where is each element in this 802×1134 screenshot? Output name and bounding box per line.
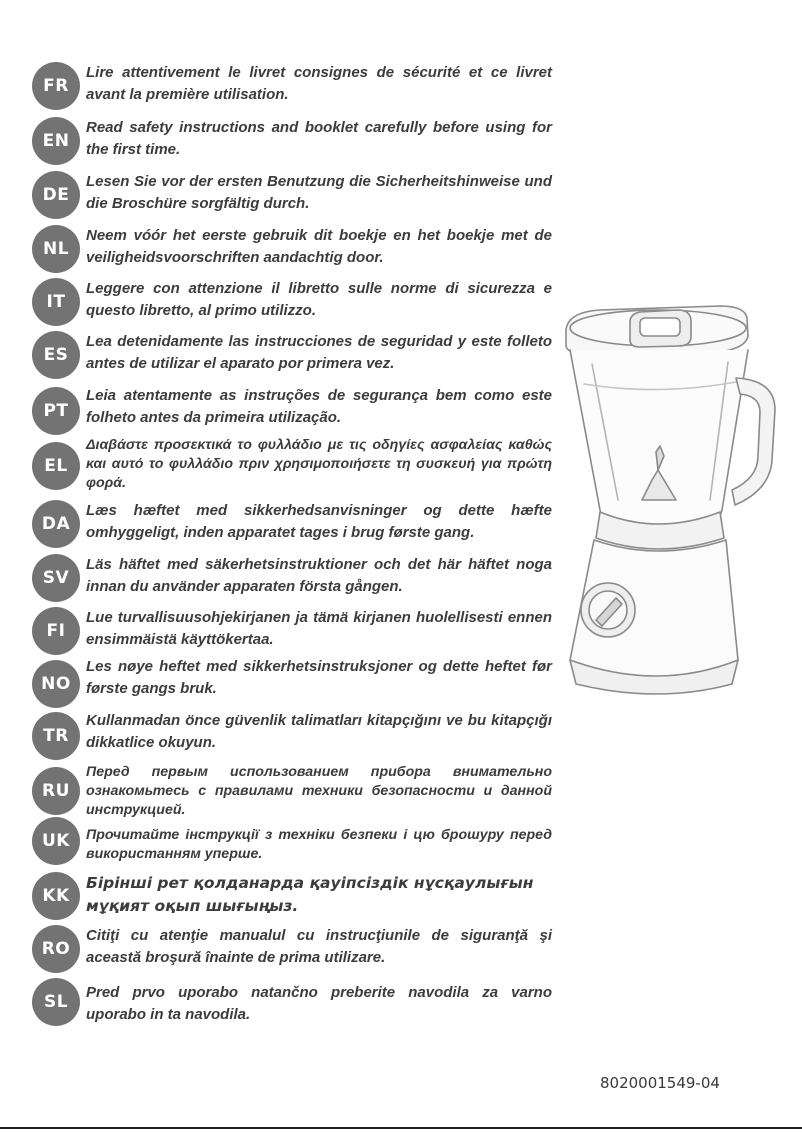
language-badge-nl: NL	[32, 225, 80, 273]
instruction-text-sl: Pred prvo uporabo natančno preberite navodila za varno uporabo in ta navodila.	[86, 984, 552, 1023]
instruction-text-ru: Перед первым использованием прибора внимательно ознакомьтесь с правилами техники безопасности и данной инструкцией.	[86, 764, 552, 818]
blender-illustration	[560, 300, 785, 700]
language-badge-sv: SV	[32, 554, 80, 602]
document-code: 8020001549-04	[600, 1074, 720, 1092]
language-badge-es: ES	[32, 331, 80, 379]
instruction-text-it: Leggere con attenzione il libretto sulle norme di sicurezza e questo libretto, al primo utilizzo.	[86, 280, 552, 319]
language-badge-tr: TR	[32, 712, 80, 760]
instruction-text-tr: Kullanmadan önce güvenlik talimatları kitapçığını ve bu kitapçığı dikkatlice okuyun.	[86, 712, 552, 751]
instruction-text-de: Lesen Sie vor der ersten Benutzung die Sicherheitshinweise und die Broschüre sorgfältig durch.	[86, 173, 552, 212]
instruction-text-fi: Lue turvallisuusohjekirjanen ja tämä kirjanen huolellisesti ennen ensimmäistä käyttökertaa.	[86, 609, 552, 648]
jar-body	[570, 350, 748, 528]
footer-divider	[0, 1127, 802, 1129]
instruction-text-es: Lea detenidamente las instrucciones de seguridad y este folleto antes de utilizar el aparato por primera vez.	[86, 333, 552, 372]
instruction-text-nl: Neem vóór het eerste gebruik dit boekje en het boekje met de veiligheidsvoorschriften aandachtig door.	[86, 227, 552, 266]
instruction-text-sv: Läs häftet med säkerhetsinstruktioner och det här häftet noga innan du använder apparaten första gången.	[86, 556, 552, 595]
language-badge-el: EL	[32, 442, 80, 490]
language-badge-uk: UK	[32, 817, 80, 865]
instruction-text-fr: Lire attentivement le livret consignes de sécurité et ce livret avant la première utilisation.	[86, 64, 552, 103]
language-badge-en: EN	[32, 117, 80, 165]
instruction-text-pt: Leia atentamente as instruções de segurança bem como este folheto antes da primeira utilização.	[86, 387, 552, 426]
language-badge-no: NO	[32, 660, 80, 708]
language-badge-kk: KK	[32, 872, 80, 920]
language-badge-sl: SL	[32, 978, 80, 1026]
language-badge-de: DE	[32, 171, 80, 219]
language-badge-da: DA	[32, 500, 80, 548]
instruction-text-kk: Бірінші рет қолданарда қауіпсіздік нұсқаулығын мұқият оқып шығыңыз.	[86, 874, 534, 915]
language-badge-ro: RO	[32, 925, 80, 973]
instruction-text-ro: Citiţi cu atenţie manualul cu instrucţiunile de siguranţă şi această broşură înainte de prima utilizare.	[86, 927, 552, 966]
instruction-text-da: Læs hæftet med sikkerhedsanvisninger og dette hæfte omhyggeligt, inden apparatet tages i brug første gang.	[86, 502, 552, 541]
language-badge-it: IT	[32, 278, 80, 326]
language-badge-fr: FR	[32, 62, 80, 110]
instruction-text-en: Read safety instructions and booklet carefully before using for the first time.	[86, 119, 552, 158]
language-badge-fi: FI	[32, 607, 80, 655]
instruction-text-el: Διαβάστε προσεκτικά το φυλλάδιο με τις οδηγίες ασφαλείας καθώς και αυτό το φυλλάδιο πριν χρησιμοποιήσετε τη συσκευή για πρώτη φορά.	[86, 437, 552, 491]
language-badge-ru: RU	[32, 767, 80, 815]
instruction-text-uk: Прочитайте інструкції з техніки безпеки і цю брошуру перед використанням уперше.	[86, 827, 552, 862]
language-badge-pt: PT	[32, 387, 80, 435]
lid-cap-inner	[640, 318, 680, 336]
instruction-text-no: Les nøye heftet med sikkerhetsinstruksjoner og dette heftet før første gangs bruk.	[86, 658, 552, 697]
